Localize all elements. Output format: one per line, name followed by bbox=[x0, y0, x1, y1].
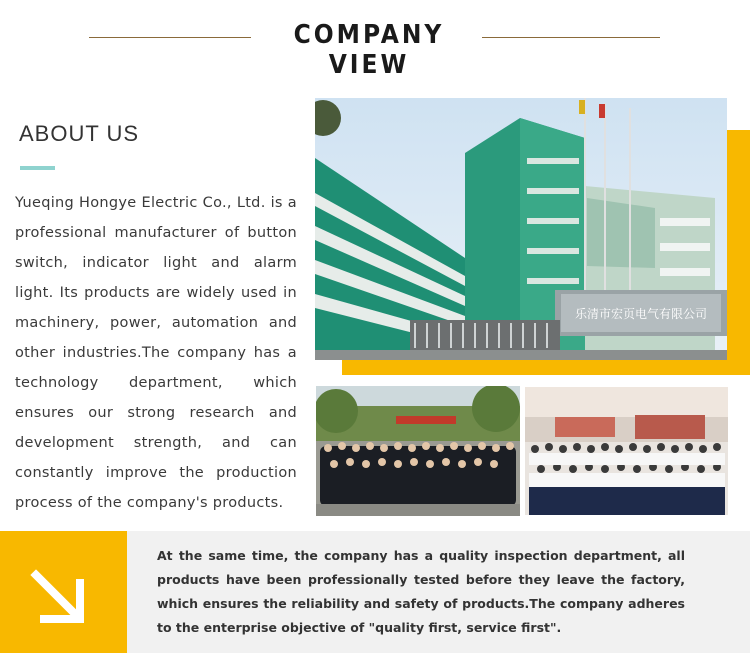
header-line-left bbox=[89, 37, 251, 38]
about-title-underline bbox=[20, 166, 55, 170]
header-line-right bbox=[482, 37, 660, 38]
page-title: COMPANY VIEW bbox=[293, 20, 445, 80]
arrow-down-right-icon bbox=[28, 567, 88, 627]
arrow-badge bbox=[0, 531, 127, 653]
about-text: Yueqing Hongye Electric Co., Ltd. is a professional manufacturer of button switch, indicator light and alarm light. Its products are widely used in machinery, power, automation and other industries.The company has a technology department, which ensures our strong research and development strength, and can constantly improve the production process of the company's products. bbox=[15, 195, 297, 511]
bottom-text: At the same time, the company has a quality inspection department, all products have been professionally tested before they leave the factory, which ensures the reliability and safety of products.The company adheres to the enterprise objective of "quality first, service first". bbox=[157, 548, 685, 635]
about-title: ABOUT US bbox=[19, 121, 140, 146]
team-photo-outdoor bbox=[316, 386, 520, 516]
factory-building-photo bbox=[315, 98, 727, 360]
building-sign-text: 乐清市宏页电气有限公司 bbox=[574, 307, 708, 321]
team-photo-indoor bbox=[525, 387, 728, 515]
